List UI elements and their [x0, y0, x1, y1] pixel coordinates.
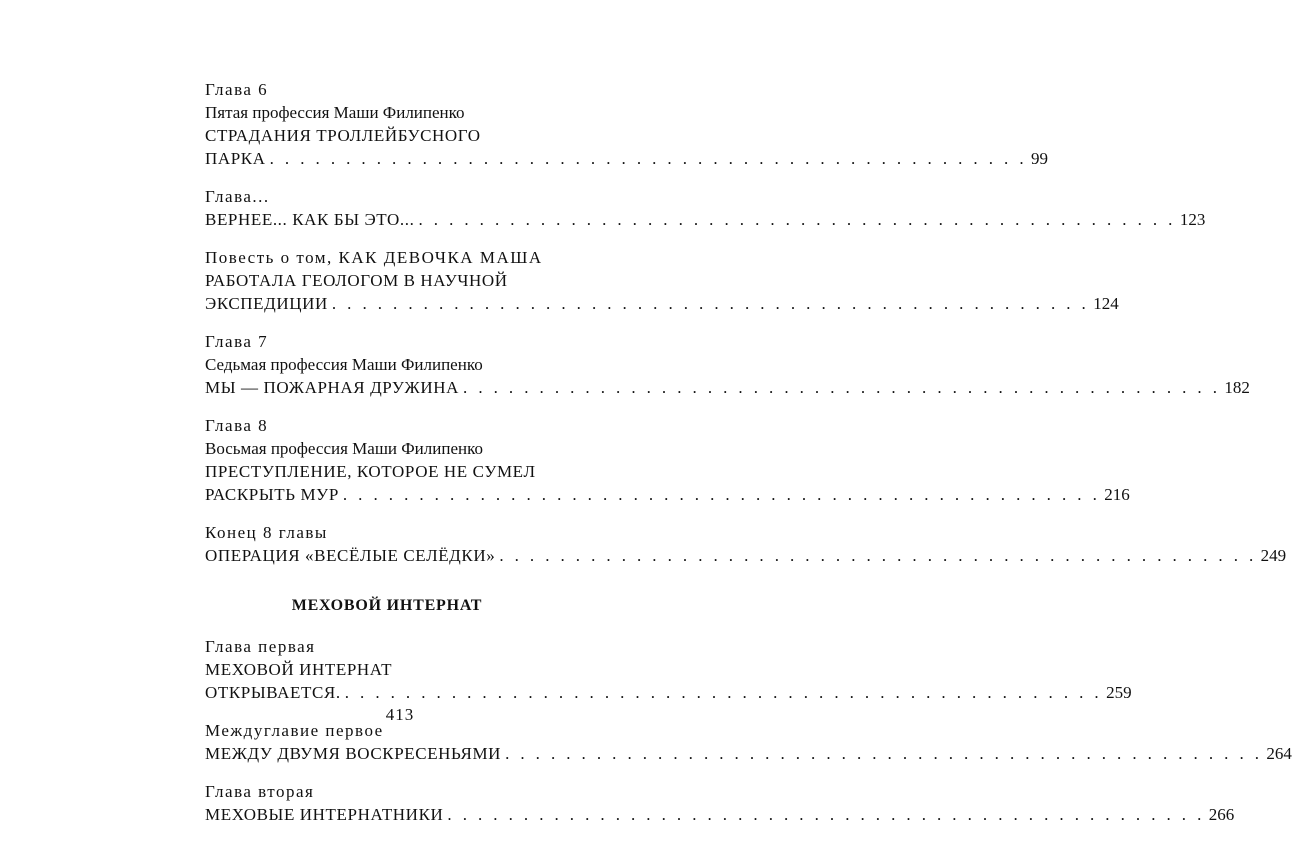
toc-entry[interactable]	[205, 246, 1119, 315]
entry-label: Междуглавие первое	[205, 721, 384, 740]
entry-leader-line	[205, 483, 1130, 506]
entry-leader-line	[205, 376, 1250, 399]
toc-entry[interactable]	[205, 185, 1206, 231]
entry-leader-line	[205, 544, 1287, 567]
entry-title-last: ЭКСПЕДИЦИИ	[205, 294, 328, 313]
entry-leader-line	[205, 681, 1132, 704]
section-title: МЕХОВОЙ ИНТЕРНАТ	[291, 597, 483, 614]
entry-page-number: 259	[1106, 683, 1132, 702]
entry-label: Глава 6	[205, 80, 269, 99]
dot-leader: . . . . . . . . . . . . . . . . . . . . . . . . . . . . . . . . . . . . . . . . . . . . . . . . . .	[463, 378, 1221, 397]
entry-page-number: 124	[1093, 294, 1119, 313]
entry-label: Конец 8 главы	[205, 523, 328, 542]
entry-subtitle: Пятая профессия Маши Филипенко	[205, 103, 465, 122]
entry-page-number: 99	[1030, 149, 1048, 168]
entry-label: Глава вторая	[205, 782, 315, 801]
entry-leader-line	[205, 147, 1048, 170]
entry-page-number: 266	[1208, 805, 1235, 824]
entry-page-number: 264	[1266, 744, 1292, 763]
toc-entry[interactable]	[205, 78, 1048, 170]
entry-leader-line	[205, 208, 1206, 231]
entry-title-last: ОПЕРАЦИЯ «ВЕСЁЛЫЕ СЕЛЁДКИ»	[205, 546, 496, 565]
dot-leader: . . . . . . . . . . . . . . . . . . . . . . . . . . . . . . . . . . . . . . . . . . . . . . . . . .	[331, 294, 1090, 313]
entry-label: Глава первая	[205, 637, 316, 656]
entry-title-last: МЫ — ПОЖАРНАЯ ДРУЖИНА	[205, 378, 460, 397]
entry-page-number: 216	[1104, 485, 1130, 504]
entry-subtitle: Восьмая профессия Маши Филипенко	[205, 439, 484, 458]
entry-label: Глава 7	[205, 332, 269, 351]
entry-leader-line	[205, 292, 1119, 315]
dot-leader: . . . . . . . . . . . . . . . . . . . . . . . . . . . . . . . . . . . . . . . . . . . . . . . . . .	[447, 805, 1205, 824]
dot-leader: . . . . . . . . . . . . . . . . . . . . . . . . . . . . . . . . . . . . . . . . . . . . . . . . . .	[505, 744, 1263, 763]
table-of-contents	[205, 78, 1292, 841]
entry-page-number: 182	[1224, 378, 1250, 397]
entry-title-line: МЕХОВОЙ ИНТЕРНАТ	[205, 660, 393, 679]
entry-subtitle: Седьмая профессия Маши Филипенко	[205, 355, 483, 374]
dot-leader: . . . . . . . . . . . . . . . . . . . . . . . . . . . . . . . . . . . . . . . . . . . . . . . . . .	[499, 546, 1257, 565]
entry-title-last: РАСКРЫТЬ МУР	[205, 485, 339, 504]
entry-title-last: ПАРКА	[205, 149, 266, 168]
entry-label: Глава...	[205, 187, 270, 206]
entry-title-last: МЕЖДУ ДВУМЯ ВОСКРЕСЕНЬЯМИ	[205, 744, 502, 763]
toc-entry[interactable]	[205, 414, 1130, 506]
toc-entry[interactable]	[205, 521, 1287, 567]
toc-entry[interactable]	[205, 780, 1235, 826]
entry-title-last: ВЕРНЕЕ... КАК БЫ ЭТО...	[205, 210, 415, 229]
dot-leader: . . . . . . . . . . . . . . . . . . . . . . . . . . . . . . . . . . . . . . . . . . . . . . . . . .	[269, 149, 1027, 168]
entry-leader-line	[205, 742, 1292, 765]
toc-group-fur-boarding	[205, 635, 1292, 826]
entry-title-line: РАБОТАЛА ГЕОЛОГОМ В НАУЧНОЙ	[205, 271, 508, 290]
toc-entry[interactable]	[205, 330, 1250, 399]
dot-leader: . . . . . . . . . . . . . . . . . . . . . . . . . . . . . . . . . . . . . . . . . . . . . . . . . .	[344, 683, 1103, 702]
dot-leader: . . . . . . . . . . . . . . . . . . . . . . . . . . . . . . . . . . . . . . . . . . . . . . . . . .	[418, 210, 1176, 229]
page-number: 413	[385, 705, 415, 724]
toc-entry[interactable]	[205, 719, 1292, 765]
entry-title-line: ПРЕСТУПЛЕНИЕ, КОТОРОЕ НЕ СУМЕЛ	[205, 462, 536, 481]
entry-leader-line	[205, 803, 1235, 826]
entry-title-last: ОТКРЫВАЕТСЯ.	[205, 683, 341, 702]
dot-leader: . . . . . . . . . . . . . . . . . . . . . . . . . . . . . . . . . . . . . . . . . . . . . . . . . .	[342, 485, 1101, 504]
entry-label: Повесть о том, КАК ДЕВОЧКА МАША	[205, 248, 543, 267]
entry-title-line: СТРАДАНИЯ ТРОЛЛЕЙБУСНОГО	[205, 126, 481, 145]
toc-entry[interactable]	[205, 635, 1132, 704]
entry-label: Глава 8	[205, 416, 269, 435]
entry-page-number: 123	[1179, 210, 1206, 229]
entry-page-number: 249	[1260, 546, 1287, 565]
entry-title-last: МЕХОВЫЕ ИНТЕРНАТНИКИ	[205, 805, 444, 824]
toc-group-main	[205, 78, 1287, 567]
